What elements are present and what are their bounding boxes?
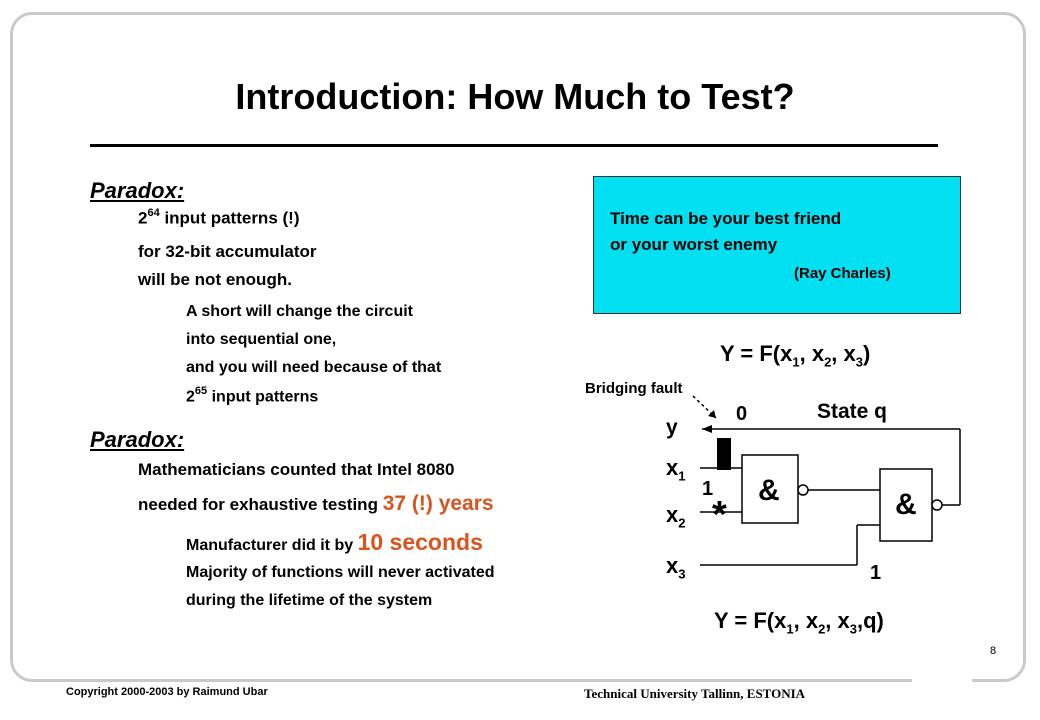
university-footer: Technical University Tallinn, ESTONIA bbox=[584, 686, 806, 701]
quote-line-2: or your worst enemy bbox=[610, 235, 778, 254]
quote-line-1: Time can be your best friend bbox=[610, 209, 842, 228]
copyright: Copyright 2000-2003 by Raimund Ubar bbox=[66, 686, 268, 698]
quote-author: (Ray Charles) bbox=[794, 265, 891, 282]
paradox1-sub-4: $2^{65}$ input patterns bbox=[186, 385, 319, 406]
y-label: y bbox=[666, 416, 678, 439]
gate1-inversion-bubble bbox=[798, 485, 808, 495]
paradox2-line-2: needed for exhaustive testing 37 (!) years bbox=[138, 492, 494, 515]
fault-star: * bbox=[712, 494, 727, 536]
paradox2-line-1: Mathematicians counted that Intel 8080 bbox=[138, 460, 455, 479]
paradox1-sub-1: A short will change the circuit bbox=[186, 303, 413, 320]
x1-label: $x_1$ bbox=[666, 455, 686, 484]
paradox1-line-1: $2^{64}$ input patterns (!) bbox=[138, 207, 300, 228]
x2-label: $x_2$ bbox=[666, 502, 686, 531]
one-label-bottom: 1 bbox=[870, 562, 882, 584]
bridging-short-block bbox=[717, 438, 731, 470]
gate1-symbol: & bbox=[758, 474, 780, 507]
formula-bottom: $Y = F(x_1$, $x_2$, $x_3,q$) bbox=[714, 608, 884, 637]
formula-top: $Y = F(x_1$, $x_2$, $x_3$) bbox=[720, 341, 871, 370]
years-highlight: 37 (!) years bbox=[382, 492, 494, 515]
paradox-heading-2: Paradox: bbox=[90, 427, 185, 452]
paradox-heading-1: Paradox: bbox=[90, 178, 185, 203]
state-q-label: State q bbox=[817, 400, 888, 423]
slide-title: Introduction: How Much to Test? bbox=[235, 76, 795, 117]
paradox2-sub-1: Manufacturer did it by 10 seconds bbox=[186, 529, 483, 555]
paradox1-line-3: will be not enough. bbox=[138, 270, 292, 289]
one-label-left: 1 bbox=[702, 478, 714, 500]
paradox1-sub-3: and you will need because of that bbox=[186, 359, 442, 376]
page-number: 8 bbox=[990, 645, 997, 657]
zero-label: 0 bbox=[736, 403, 748, 425]
x3-label: $x_3$ bbox=[666, 553, 686, 582]
paradox1-sub-2: into sequential one, bbox=[186, 331, 337, 348]
paradox2-sub-3: during the lifetime of the system bbox=[186, 592, 433, 609]
gate2-symbol: & bbox=[895, 488, 917, 521]
output-arrowhead bbox=[702, 425, 712, 433]
bridging-fault-label: Bridging fault bbox=[585, 380, 683, 397]
paradox1-line-2: for 32-bit accumulator bbox=[138, 242, 317, 261]
seconds-highlight: 10 seconds bbox=[357, 529, 483, 555]
paradox2-sub-2: Majority of functions will never activated bbox=[186, 564, 495, 581]
bridging-arrowhead bbox=[708, 410, 716, 418]
gate2-inversion-bubble bbox=[932, 500, 942, 510]
